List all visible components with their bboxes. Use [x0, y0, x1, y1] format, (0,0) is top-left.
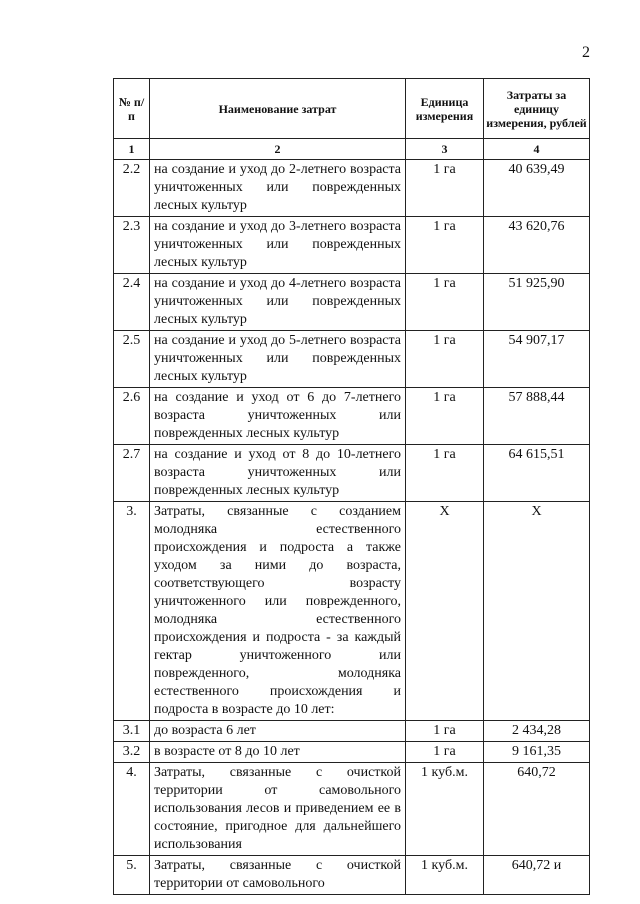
cost-name: на создание и уход от 8 до 10-летнего возраста уничтоженных или поврежденных лесных культур	[150, 445, 406, 502]
cost-table	[113, 78, 590, 895]
table-row	[114, 445, 590, 502]
column-number: 1	[114, 139, 150, 160]
header-cost-per-unit: Затраты за единицу измерения, рублей	[484, 79, 590, 139]
unit: 1 га	[406, 274, 484, 331]
cost-name: в возрасте от 8 до 10 лет	[150, 742, 406, 763]
cost-value: 51 925,90	[484, 274, 590, 331]
row-number: 3.	[114, 502, 150, 721]
cost-value: 54 907,17	[484, 331, 590, 388]
header-number: № п/п	[114, 79, 150, 139]
table-row	[114, 763, 590, 856]
cost-name: Затраты, связанные с созданием молодняка естественного происхождения и подроста а также уходом за ними до возраста, соответствующего возрасту уничтоженного или поврежденного, молодняка естественного происхождения и подроста - за каждый гектар уничтоженного или поврежденного, молодняка естественного происхождения и подроста в возрасте до 10 лет:	[150, 502, 406, 721]
row-number: 2.4	[114, 274, 150, 331]
unit: 1 куб.м.	[406, 763, 484, 856]
unit: 1 куб.м.	[406, 856, 484, 895]
header-cost-name: Наименование затрат	[150, 79, 406, 139]
unit: Х	[406, 502, 484, 721]
table-row	[114, 331, 590, 388]
cost-name: Затраты, связанные с очисткой территории от самовольного использования лесов и приведением ее в состояние, пригодное для дальнейшего использования	[150, 763, 406, 856]
cost-value: 640,72 и	[484, 856, 590, 895]
unit: 1 га	[406, 331, 484, 388]
row-number: 4.	[114, 763, 150, 856]
cost-name: на создание и уход до 4-летнего возраста уничтоженных или поврежденных лесных культур	[150, 274, 406, 331]
cost-value: 2 434,28	[484, 721, 590, 742]
cost-name: Затраты, связанные с очисткой территории от самовольного	[150, 856, 406, 895]
table-row	[114, 721, 590, 742]
column-number: 4	[484, 139, 590, 160]
cost-value: 640,72	[484, 763, 590, 856]
cost-name: на создание и уход до 2-летнего возраста уничтоженных или поврежденных лесных культур	[150, 160, 406, 217]
cost-value: 64 615,51	[484, 445, 590, 502]
unit: 1 га	[406, 160, 484, 217]
cost-value: Х	[484, 502, 590, 721]
table-row	[114, 502, 590, 721]
cost-value: 57 888,44	[484, 388, 590, 445]
unit: 1 га	[406, 721, 484, 742]
row-number: 2.5	[114, 331, 150, 388]
table-row	[114, 217, 590, 274]
table-row	[114, 856, 590, 895]
cost-value: 40 639,49	[484, 160, 590, 217]
column-numbering-row	[114, 139, 590, 160]
cost-value: 9 161,35	[484, 742, 590, 763]
row-number: 2.2	[114, 160, 150, 217]
header-unit: Единица измерения	[406, 79, 484, 139]
row-number: 5.	[114, 856, 150, 895]
page-number: 2	[582, 44, 590, 61]
unit: 1 га	[406, 445, 484, 502]
table-header-row	[114, 79, 590, 139]
cost-name: до возраста 6 лет	[150, 721, 406, 742]
cost-name: на создание и уход до 5-летнего возраста уничтоженных или поврежденных лесных культур	[150, 331, 406, 388]
table-row	[114, 160, 590, 217]
cost-name: на создание и уход от 6 до 7-летнего возраста уничтоженных или поврежденных лесных культур	[150, 388, 406, 445]
column-number: 3	[406, 139, 484, 160]
row-number: 2.3	[114, 217, 150, 274]
column-number: 2	[150, 139, 406, 160]
cost-name: на создание и уход до 3-летнего возраста уничтоженных или поврежденных лесных культур	[150, 217, 406, 274]
row-number: 2.7	[114, 445, 150, 502]
row-number: 3.1	[114, 721, 150, 742]
table-row	[114, 388, 590, 445]
unit: 1 га	[406, 217, 484, 274]
table-row	[114, 274, 590, 331]
unit: 1 га	[406, 742, 484, 763]
row-number: 3.2	[114, 742, 150, 763]
row-number: 2.6	[114, 388, 150, 445]
unit: 1 га	[406, 388, 484, 445]
cost-value: 43 620,76	[484, 217, 590, 274]
table-row	[114, 742, 590, 763]
